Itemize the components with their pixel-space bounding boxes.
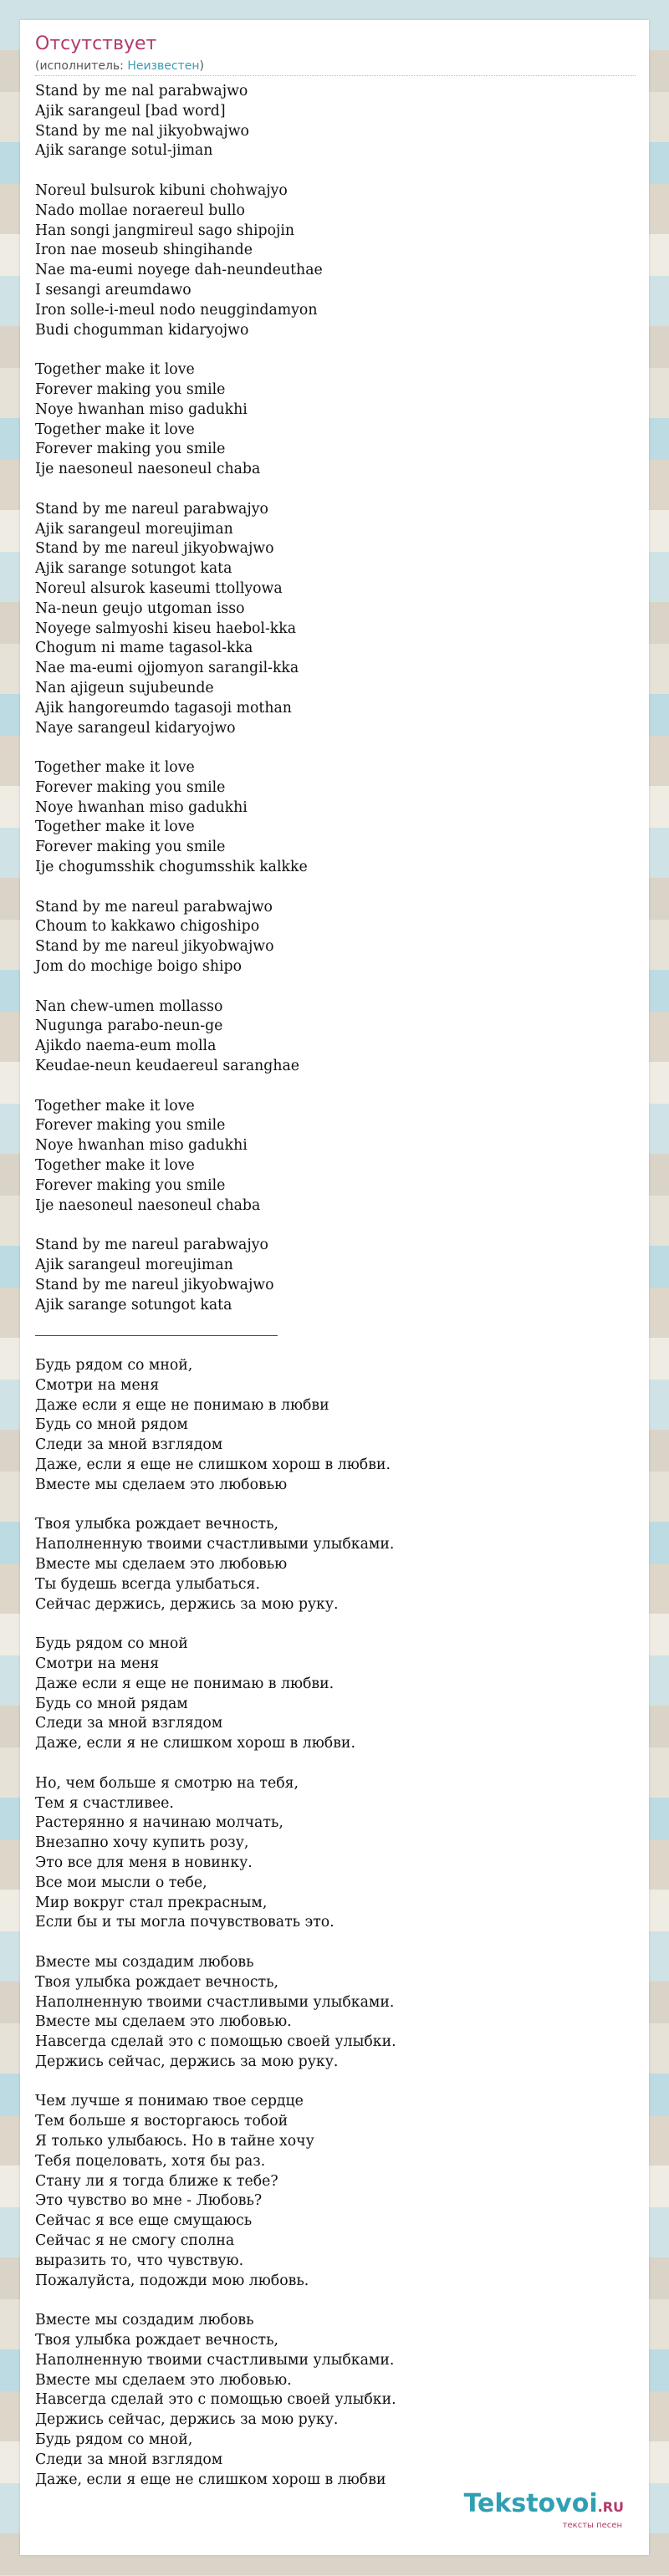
lyric-line: Iron nae moseub shingihande <box>35 242 253 259</box>
lyric-line: Чем лучше я понимаю твое сердце <box>35 2093 304 2110</box>
lyric-line: Стану ли я тогда ближе к тебе? <box>35 2172 278 2190</box>
translation-stanza <box>35 1635 620 1754</box>
lyric-line: Будь рядом со мной, <box>35 1357 193 1374</box>
romanized-stanza <box>35 1097 620 1217</box>
lyric-line: Это чувство во мне - Любовь? <box>35 2192 263 2210</box>
lyric-line: Вместе мы создадим любовь <box>35 1953 254 1971</box>
artist-line <box>35 59 204 74</box>
lyric-line: Choum to kakkawo chigoshipo <box>35 918 260 936</box>
lyric-line: Держись сейчас, держись за мою руку. <box>35 2411 339 2429</box>
translation-stanza <box>35 1356 620 1496</box>
lyric-line: Ije naesoneul naesoneul chaba <box>35 461 261 478</box>
lyric-line: Together make it love <box>35 421 195 438</box>
lyric-line: Будь со мной рядом <box>35 1416 188 1434</box>
lyric-line: Наполненную твоими счастливыми улыбками. <box>35 2351 395 2369</box>
lyric-line: Forever making you smile <box>35 839 226 856</box>
lyric-line: Сейчас я все еще смущаюсь <box>35 2212 253 2230</box>
lyric-line: Держись сейчас, держись за мою руку. <box>35 2053 339 2070</box>
lyric-line: Noreul alsurok kaseumi ttollyowa <box>35 579 283 597</box>
site-logo[interactable] <box>464 2491 624 2530</box>
lyric-line: Наполненную твоими счастливыми улыбками. <box>35 1993 395 2011</box>
lyric-line: Ajik hangoreumdo tagasoji mothan <box>35 699 292 717</box>
lyric-line: Stand by me nareul parabwajwo <box>35 898 273 916</box>
lyric-line: Тем больше я восторгаюсь тобой <box>35 2113 289 2130</box>
lyric-line: Nae ma-eumi ojjomyon sarangil-kka <box>35 660 299 677</box>
lyric-line: Навсегда сделай это с помощью своей улыбки. <box>35 2033 396 2051</box>
lyric-line: Все мои мысли о тебе, <box>35 1874 207 1891</box>
lyric-line: Together make it love <box>35 759 195 777</box>
lyric-line: Together make it love <box>35 1097 195 1115</box>
lyric-line: Мир вокруг стал прекрасным, <box>35 1894 268 1911</box>
lyric-line: Внезапно хочу купить розу, <box>35 1834 249 1852</box>
lyric-line: Следи за мной взглядом <box>35 2451 223 2468</box>
lyric-line: Han songi jangmireul sago shipojin <box>35 222 295 239</box>
lyric-line: Ты будешь всегда улыбаться. <box>35 1575 260 1593</box>
lyric-line: Nugunga parabo-neun-ge <box>35 1018 223 1035</box>
translation-stanza <box>35 1953 620 2073</box>
romanized-stanza <box>35 1236 620 1315</box>
lyric-line: Jom do mochige boigo shipo <box>35 958 243 976</box>
lyric-line: Noye hwanhan miso gadukhi <box>35 1137 248 1155</box>
lyric-line: Nan chew-umen mollasso <box>35 997 223 1015</box>
lyric-line: Растерянно я начинаю молчать, <box>35 1814 283 1832</box>
lyric-line: Сейчас я не смогу сполна <box>35 2232 235 2250</box>
translation-stanza <box>35 1515 620 1614</box>
lyric-line: Forever making you smile <box>35 778 226 796</box>
song-title: Отсутствует <box>35 33 157 54</box>
logo-tagline: тексты песен <box>562 2521 622 2530</box>
lyric-line: Это все для меня в новинку. <box>35 1854 253 1871</box>
lyric-line: Stand by me nal jikyobwajwo <box>35 122 249 140</box>
lyric-line: Ajik sarangeul moreujiman <box>35 1257 233 1274</box>
lyric-line: Noye hwanhan miso gadukhi <box>35 798 248 816</box>
lyric-line: Together make it love <box>35 819 195 836</box>
translation-stanza <box>35 2092 620 2291</box>
lyric-line: Forever making you smile <box>35 441 226 458</box>
lyric-line: Я только улыбаюсь. Но в тайне хочу <box>35 2133 314 2150</box>
lyric-line: Chogum ni mame tagasol-kka <box>35 640 253 657</box>
lyric-line: Iron solle-i-meul nodo neuggindamyon <box>35 301 318 319</box>
logo-brand: Tekstovoi.RU <box>463 2489 624 2518</box>
lyric-line: Na-neun geujo utgoman isso <box>35 599 245 617</box>
lyric-line: Stand by me nareul jikyobwajwo <box>35 1276 274 1293</box>
lyric-line: Budi chogumman kidaryojwo <box>35 321 249 339</box>
lyric-line: Следи за мной взглядом <box>35 1436 223 1454</box>
lyric-line: I sesangi areumdawo <box>35 281 192 298</box>
lyric-line: Будь со мной рядам <box>35 1695 188 1712</box>
lyric-line: Но, чем больше я смотрю на тебя, <box>35 1774 299 1792</box>
romanized-stanza <box>35 898 620 977</box>
lyric-line: Noreul bulsurok kibuni chohwajyo <box>35 181 288 199</box>
lyric-line: Noye hwanhan miso gadukhi <box>35 400 248 418</box>
lyric-line: Ajik sarange sotungot kata <box>35 560 232 578</box>
lyrics-sheet <box>20 20 649 2555</box>
lyric-line: Твоя улыбка рождает вечность, <box>35 1516 278 1533</box>
lyric-line: Будь рядом со мной, <box>35 2431 193 2449</box>
lyric-line: Ajikdo naema-eum molla <box>35 1038 217 1055</box>
lyric-line: Stand by me nal parabwajwo <box>35 83 248 99</box>
lyric-line: Ajik sarangeul moreujiman <box>35 520 233 538</box>
lyric-line: Даже, если я не слишком хорош в любви. <box>35 1735 355 1752</box>
lyric-line: Следи за мной взглядом <box>35 1715 223 1732</box>
lyric-line: Stand by me nareul parabwajyo <box>35 500 268 518</box>
lyric-line: Твоя улыбка рождает вечность, <box>35 2332 278 2349</box>
artist-prefix: (исполнитель: <box>35 59 128 73</box>
romanized-stanza <box>35 181 620 340</box>
lyric-line: Stand by me nareul parabwajyo <box>35 1237 268 1254</box>
artist-link[interactable]: Неизвестен <box>127 59 200 73</box>
lyric-line: Noyege salmyoshi kiseu haebol-kka <box>35 620 297 637</box>
lyric-line: Together make it love <box>35 1157 195 1175</box>
artist-suffix: ) <box>199 59 204 73</box>
lyric-line: Вместе мы сделаем это любовью <box>35 1555 288 1573</box>
lyric-line: Stand by me nareul jikyobwajwo <box>35 540 274 558</box>
romanized-stanza <box>35 500 620 739</box>
lyric-line: Вместе мы сделаем это любовью. <box>35 2013 292 2031</box>
romanized-stanza <box>35 360 620 480</box>
header-divider <box>35 75 636 76</box>
lyric-line: Вместе мы сделаем это любовью <box>35 1476 288 1493</box>
lyric-line: Nae ma-eumi noyege dah-neundeuthae <box>35 262 323 279</box>
lyric-line: Ajik sarangeul [bad word] <box>35 102 226 120</box>
lyric-line: выразить то, что чувствую. <box>35 2252 244 2269</box>
lyric-line: Тебя поцеловать, хотя бы раз. <box>35 2152 266 2170</box>
lyric-line: Ajik sarange sotul-jiman <box>35 142 213 160</box>
lyric-line: Nado mollae noraereul bullo <box>35 201 245 219</box>
romanized-stanza <box>35 997 620 1077</box>
romanized-stanza <box>35 758 620 878</box>
lyric-line: Keudae-neun keudaereul saranghae <box>35 1058 299 1075</box>
lyric-line: Вместе мы сделаем это любовью. <box>35 2371 292 2389</box>
lyric-line: Сейчас держись, держись за мою руку. <box>35 1595 339 1613</box>
lyric-line: Ije chogumsshik chogumsshik kalkke <box>35 859 308 876</box>
lyric-line: Stand by me nareul jikyobwajwo <box>35 938 274 956</box>
lyric-line: Forever making you smile <box>35 1176 226 1194</box>
lyric-line: Пожалуйста, подожди мою любовь. <box>35 2272 309 2289</box>
lyric-line: Даже, если я еще не слишком хорош в любви. <box>35 1456 391 1473</box>
lyric-line: Nan ajigeun sujubeunde <box>35 679 214 696</box>
lyric-line: Навсегда сделай это с помощью своей улыбки. <box>35 2391 396 2409</box>
lyric-line: Будь рядом со мной <box>35 1635 188 1653</box>
lyric-line: Даже если я еще не понимаю в любви. <box>35 1675 334 1692</box>
lyric-line: Смотри на меня <box>35 1376 160 1394</box>
lyric-line: Together make it love <box>35 361 195 379</box>
lyric-line: Вместе мы создадим любовь <box>35 2312 254 2329</box>
logo-tld: .RU <box>597 2499 624 2515</box>
lyric-line: Тем я счастливее. <box>35 1794 174 1812</box>
lyric-line: Смотри на меня <box>35 1655 160 1672</box>
lyric-line: Даже если я еще не понимаю в любви <box>35 1396 329 1414</box>
lyric-line: Даже, если я еще не слишком хорош в любви <box>35 2471 386 2488</box>
translation-separator <box>35 1335 278 1336</box>
lyric-line: Если бы и ты могла почувствовать это. <box>35 1914 334 1931</box>
romanized-stanza <box>35 82 620 161</box>
lyric-line: Ije naesoneul naesoneul chaba <box>35 1196 261 1214</box>
translation-stanza <box>35 1774 620 1933</box>
lyric-line: Ajik sarange sotungot kata <box>35 1296 232 1314</box>
lyric-line: Твоя улыбка рождает вечность, <box>35 1973 278 1991</box>
lyric-line: Forever making you smile <box>35 380 226 398</box>
translation-stanza <box>35 2311 620 2490</box>
lyrics-text <box>35 82 620 2510</box>
lyric-line: Naye sarangeul kidaryojwo <box>35 719 236 737</box>
lyric-line: Forever making you smile <box>35 1117 226 1135</box>
lyric-line: Наполненную твоими счастливыми улыбками. <box>35 1536 395 1553</box>
